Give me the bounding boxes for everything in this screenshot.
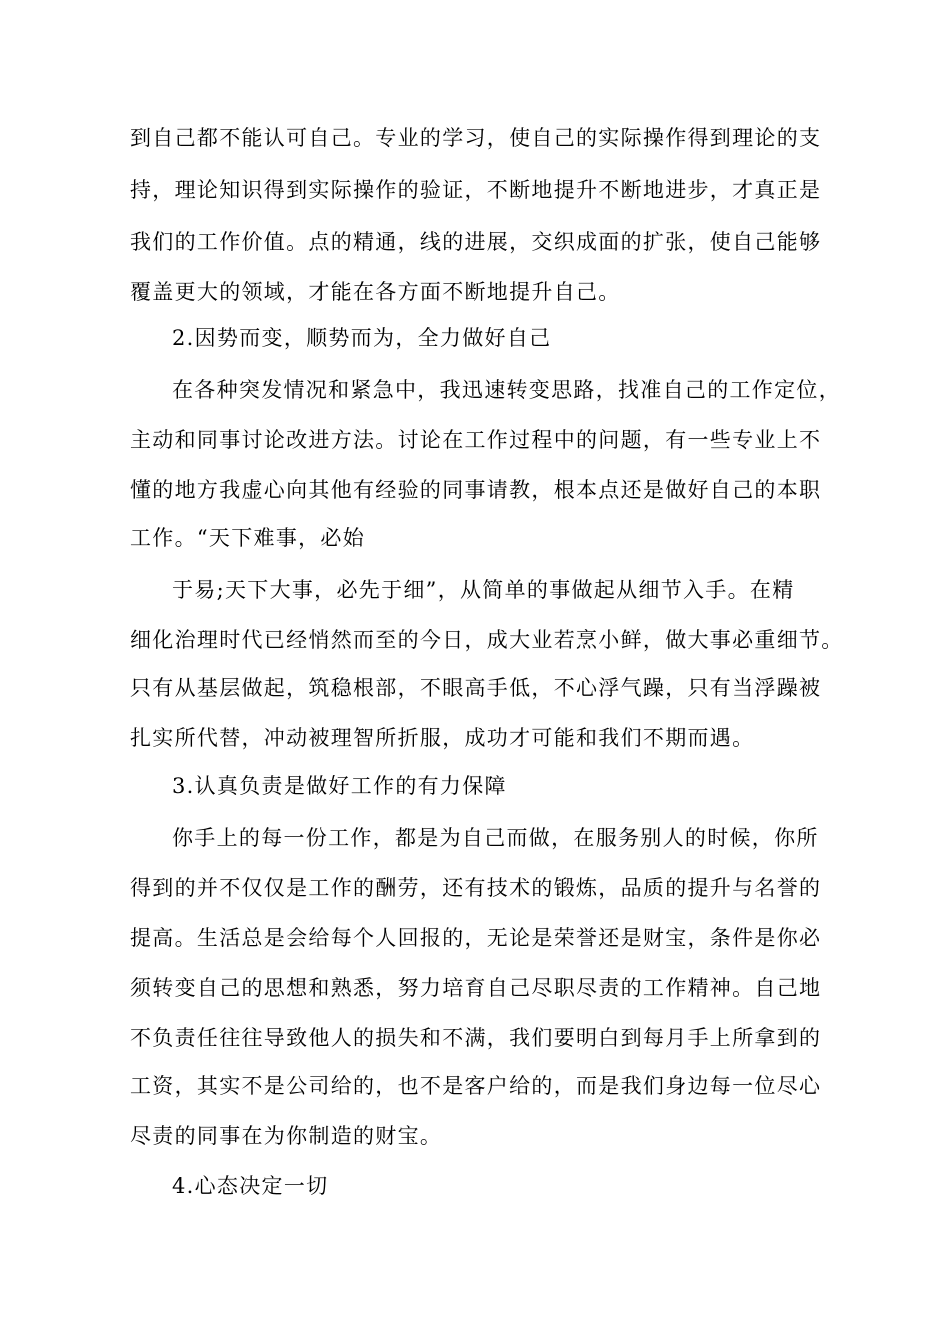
body-text-line: 覆盖更大的领域，才能在各方面不断地提升自己。: [130, 280, 621, 304]
body-text-line: 得到的并不仅仅是工作的酬劳，还有技术的锻炼，品质的提升与名誉的: [130, 876, 822, 900]
body-text-line: 主动和同事讨论改进方法。讨论在工作过程中的问题，有一些专业上不: [130, 428, 822, 452]
section-heading: 4.心态决定一切: [172, 1174, 329, 1198]
body-text-line: 尽责的同事在为你制造的财宝。: [130, 1124, 443, 1148]
body-text-line: 只有从基层做起，筑稳根部，不眼高手低，不心浮气躁，只有当浮躁被: [130, 676, 822, 700]
body-text-line: 工资，其实不是公司给的，也不是客户给的，而是我们身边每一位尽心: [130, 1074, 822, 1098]
body-text-line: 提高。生活总是会给每个人回报的，无论是荣誉还是财宝，条件是你必: [130, 926, 822, 950]
body-text-line: 工作。“天下难事，必始: [130, 526, 366, 550]
body-text-line: 细化治理时代已经悄然而至的今日，成大业若烹小鲜，做大事必重细节。: [130, 628, 844, 652]
body-text-line: 持，理论知识得到实际操作的验证，不断地提升不断地进步，才真正是: [130, 178, 822, 202]
body-text-line: 我们的工作价值。点的精通，线的进展，交织成面的扩张，使自己能够: [130, 230, 822, 254]
body-text-line: 扎实所代替，冲动被理智所折服，成功才可能和我们不期而遇。: [130, 726, 755, 750]
body-text-line: 懂的地方我虚心向其他有经验的同事请教，根本点还是做好自己的本职: [130, 478, 822, 502]
body-text-line: 到自己都不能认可自己。专业的学习，使自己的实际操作得到理论的支: [130, 126, 822, 150]
body-text-line: 于易;天下大事，必先于细”，从简单的事做起从细节入手。在精: [172, 578, 795, 602]
body-text-line: 在各种突发情况和紧急中，我迅速转变思路，找准自己的工作定位，: [172, 378, 841, 402]
section-heading: 2.因势而变，顺势而为，全力做好自己: [172, 326, 552, 350]
body-text-line: 你手上的每一份工作，都是为自己而做，在服务别人的时候，你所: [172, 826, 819, 850]
section-heading: 3.认真负责是做好工作的有力保障: [172, 774, 507, 798]
body-text-line: 须转变自己的思想和熟悉，努力培育自己尽职尽责的工作精神。自己地: [130, 976, 822, 1000]
body-text-line: 不负责任往往导致他人的损失和不满，我们要明白到每月手上所拿到的: [130, 1026, 822, 1050]
